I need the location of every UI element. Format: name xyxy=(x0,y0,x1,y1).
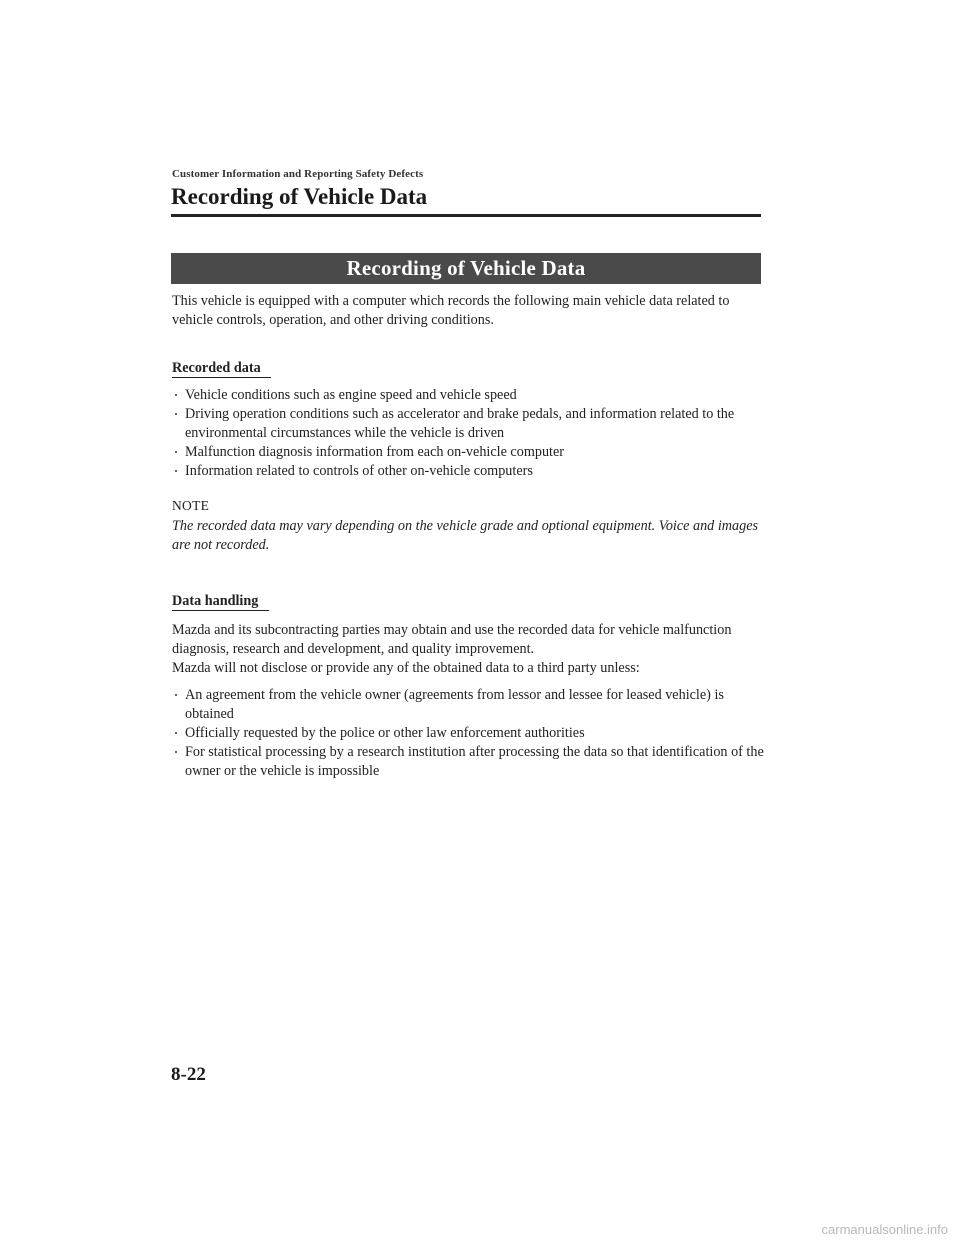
list-item xyxy=(172,386,768,405)
list-item-text: Officially requested by the police or other law enforcement authorities xyxy=(185,725,585,741)
list-item xyxy=(172,443,768,462)
section-banner-title: Recording of Vehicle Data xyxy=(346,256,586,280)
section-banner xyxy=(171,253,761,284)
bullet-dot-icon xyxy=(175,470,177,472)
bullet-dot-icon xyxy=(175,451,177,453)
list-item-text: For statistical processing by a research institution after processing the data so that identification of the owner or the vehicle is impossible xyxy=(185,744,764,779)
bullet-dot-icon xyxy=(175,413,177,415)
title-divider xyxy=(171,214,761,217)
bullet-dot-icon xyxy=(175,394,177,396)
list-item xyxy=(172,724,768,743)
watermark: carmanualsonline.info xyxy=(821,1222,948,1237)
page-title: Recording of Vehicle Data xyxy=(171,184,428,209)
data-handling-disclosure-paragraph: Mazda will not disclose or provide any of the obtained data to a third party unless: xyxy=(172,660,640,676)
recorded-data-heading-underline xyxy=(172,377,271,378)
list-item xyxy=(172,405,768,443)
recorded-data-heading: Recorded data xyxy=(172,360,261,376)
intro-paragraph: This vehicle is equipped with a computer which records the following main vehicle data related to vehicle controls, operation, and other driving conditions. xyxy=(172,293,730,328)
data-handling-paragraph: Mazda and its subcontracting parties may obtain and use the recorded data for vehicle malfunction diagnosis, research and development, and quality improvement. xyxy=(172,622,732,657)
bullet-dot-icon xyxy=(175,751,177,753)
list-item-text: Information related to controls of other on-vehicle computers xyxy=(185,463,533,479)
list-item-text: Malfunction diagnosis information from each on-vehicle computer xyxy=(185,444,565,460)
list-item xyxy=(172,686,768,724)
recorded-data-list xyxy=(172,386,768,481)
data-handling-heading-underline xyxy=(172,610,269,611)
list-item-text: An agreement from the vehicle owner (agreements from lessor and lessee for leased vehicle) is obtained xyxy=(185,687,724,722)
list-item-text: Vehicle conditions such as engine speed and vehicle speed xyxy=(185,387,517,403)
data-handling-heading: Data handling xyxy=(172,593,259,609)
disclosure-conditions-list xyxy=(172,686,768,781)
bullet-dot-icon xyxy=(175,694,177,696)
note-text: The recorded data may vary depending on the vehicle grade and optional equipment. Voice and images are not recorded. xyxy=(172,518,759,553)
chapter-label: Customer Information and Reporting Safety Defects xyxy=(172,168,424,180)
list-item xyxy=(172,743,768,781)
page-number: 8-22 xyxy=(171,1064,206,1085)
list-item xyxy=(172,462,768,481)
note-label: NOTE xyxy=(172,498,210,513)
bullet-dot-icon xyxy=(175,732,177,734)
list-item-text: Driving operation conditions such as accelerator and brake pedals, and information related to the environmental circumstances while the vehicle is driven xyxy=(185,406,735,441)
